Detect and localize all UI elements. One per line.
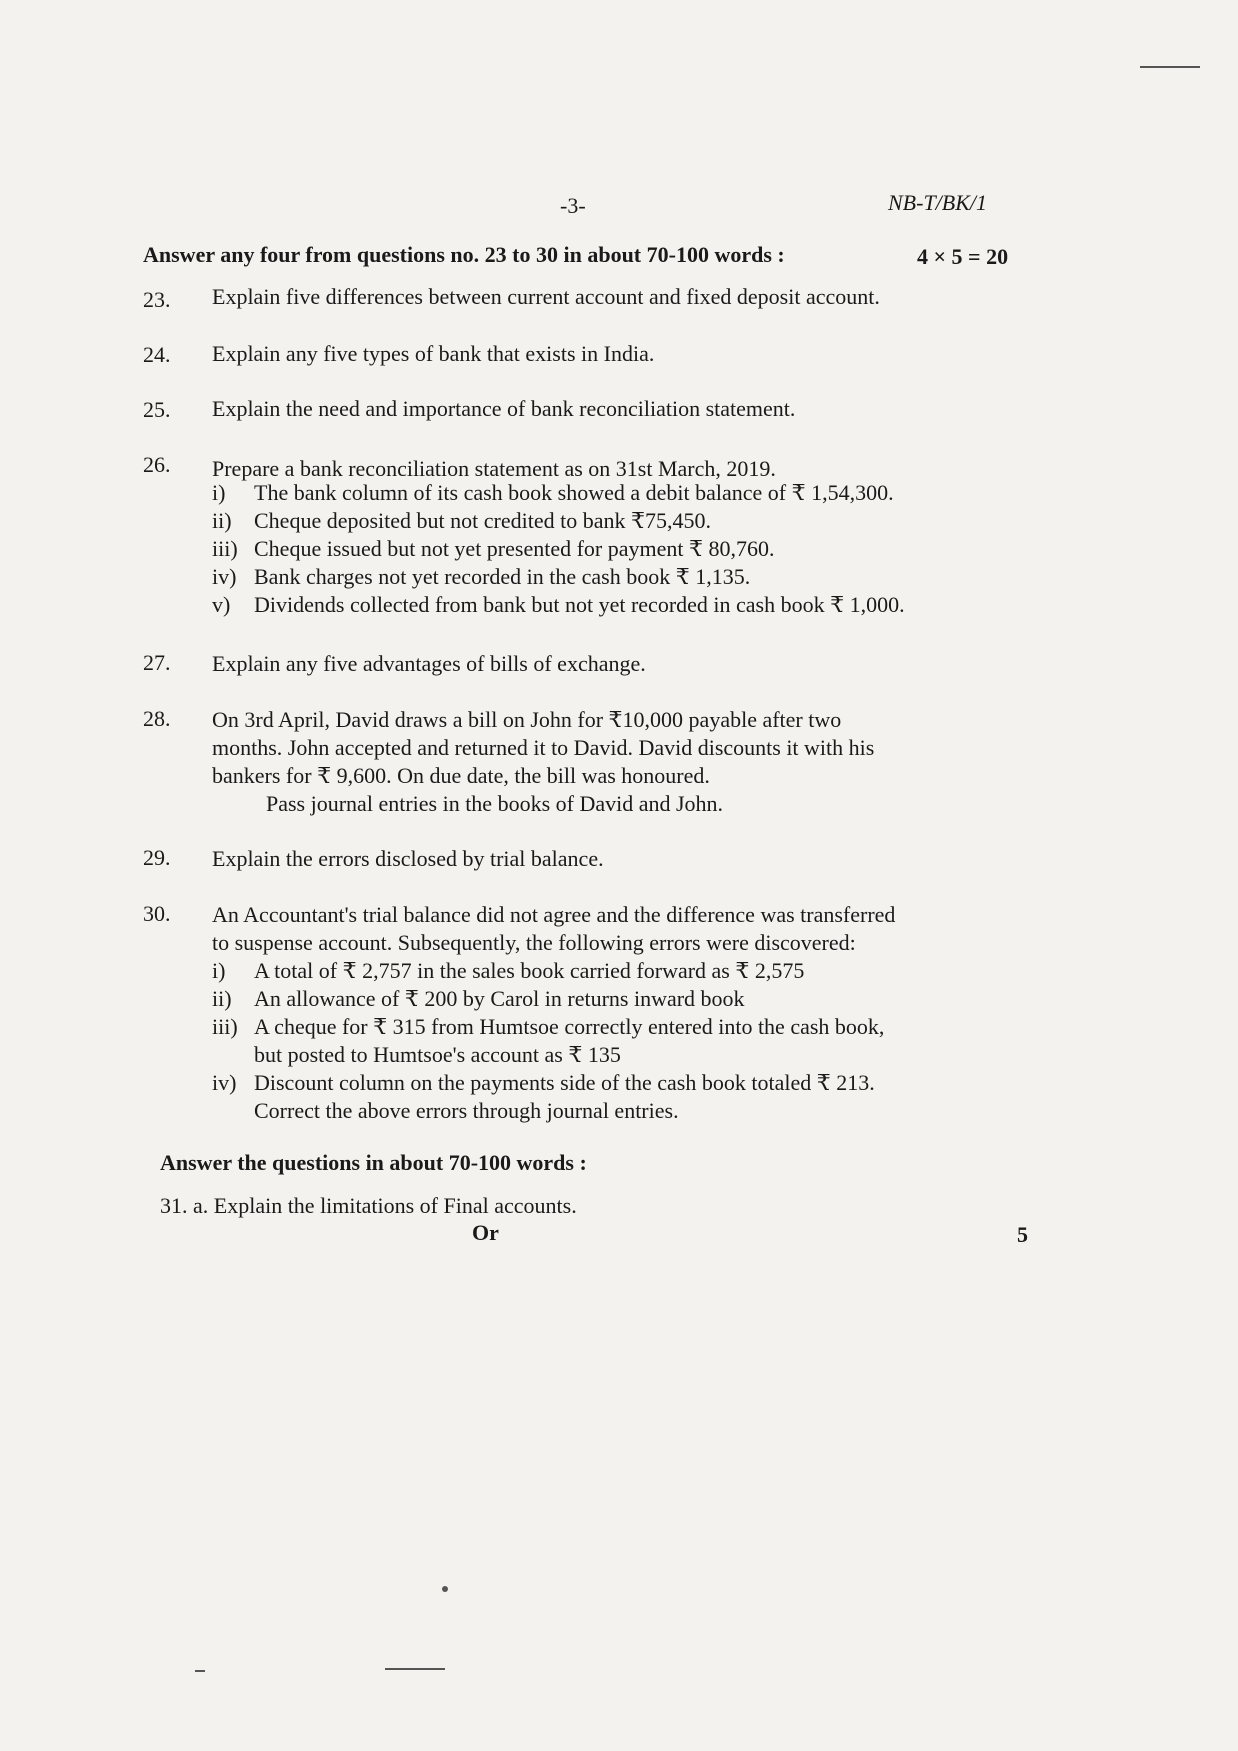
- scan-speck: [195, 1670, 205, 1672]
- question-text: An Accountant's trial balance did not agree and the difference was transferred: [212, 902, 896, 927]
- scan-speck: [385, 1668, 445, 1670]
- list-item: Correct the above errors through journal entries.: [254, 1098, 679, 1123]
- list-item: i) The bank column of its cash book showed a debit balance of ₹ 1,54,300.: [212, 480, 894, 505]
- question-number: 23.: [143, 287, 171, 312]
- question-text: months. John accepted and returned it to David. David discounts it with his: [212, 735, 875, 760]
- question-number: 25.: [143, 397, 171, 422]
- question-text: Explain the need and importance of bank reconciliation statement.: [212, 396, 796, 421]
- list-item: v) Dividends collected from bank but not yet recorded in cash book ₹ 1,000.: [212, 592, 905, 617]
- list-item: iv) Bank charges not yet recorded in the cash book ₹ 1,135.: [212, 564, 751, 589]
- question-text: Explain any five advantages of bills of exchange.: [212, 651, 646, 676]
- question-text: On 3rd April, David draws a bill on John for ₹10,000 payable after two: [212, 707, 842, 732]
- question-text: Explain five differences between current account and fixed deposit account.: [212, 284, 880, 309]
- question-text: Prepare a bank reconciliation statement as on 31st March, 2019.: [212, 456, 776, 481]
- list-item: ii) An allowance of ₹ 200 by Carol in returns inward book: [212, 986, 745, 1011]
- question-text: Pass journal entries in the books of David and John.: [266, 791, 724, 816]
- or-label: Or: [472, 1220, 499, 1245]
- question-number: 26.: [143, 452, 171, 477]
- section-b-marks: 5: [1017, 1222, 1028, 1247]
- question-number: 29.: [143, 845, 171, 870]
- section-b-instruction: Answer the questions in about 70-100 words :: [160, 1150, 587, 1175]
- section-a-instruction: Answer any four from questions no. 23 to 30 in about 70-100 words :: [143, 242, 785, 267]
- section-a-marks: 4 × 5 = 20: [917, 244, 1009, 269]
- question-text: Explain any five types of bank that exists in India.: [212, 341, 655, 366]
- question-text: to suspense account. Subsequently, the following errors were discovered:: [212, 930, 856, 955]
- question-text: Explain the errors disclosed by trial balance.: [212, 846, 604, 871]
- list-item: but posted to Humtsoe's account as ₹ 135: [254, 1042, 621, 1067]
- question-text: bankers for ₹ 9,600. On due date, the bill was honoured.: [212, 763, 710, 788]
- list-item: iii) Cheque issued but not yet presented for payment ₹ 80,760.: [212, 536, 775, 561]
- question-number: 27.: [143, 650, 171, 675]
- question-number: 28.: [143, 706, 171, 731]
- scan-speck: [442, 1586, 448, 1592]
- question-31a-text: 31. a. Explain the limitations of Final accounts.: [160, 1193, 577, 1218]
- question-number: 30.: [143, 901, 171, 926]
- list-item: iv) Discount column on the payments side of the cash book totaled ₹ 213.: [212, 1070, 875, 1095]
- scan-speck: [1140, 66, 1200, 68]
- question-number: 24.: [143, 342, 171, 367]
- list-item: iii) A cheque for ₹ 315 from Humtsoe correctly entered into the cash book,: [212, 1014, 885, 1039]
- paper-code: NB-T/BK/1: [888, 190, 988, 215]
- list-item: ii) Cheque deposited but not credited to bank ₹75,450.: [212, 508, 711, 533]
- page-number: -3-: [560, 193, 586, 218]
- list-item: i) A total of ₹ 2,757 in the sales book carried forward as ₹ 2,575: [212, 958, 805, 983]
